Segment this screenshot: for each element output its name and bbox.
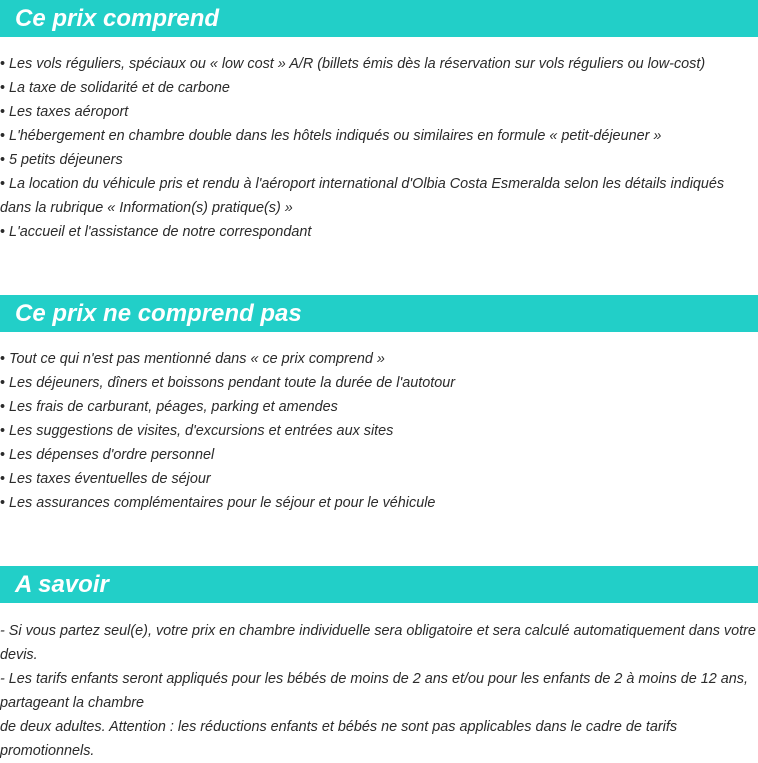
list-item (0, 371, 758, 395)
list-item-text: 5 petits déjeuners (9, 152, 123, 168)
list-item (0, 467, 758, 491)
bullet: • (0, 56, 6, 72)
bullet: • (0, 447, 6, 463)
section-title: A savoir (15, 571, 109, 598)
section-header-price-excludes (0, 295, 758, 332)
list-item (0, 443, 758, 467)
list-item (0, 347, 758, 371)
bullet: • (0, 176, 6, 192)
section-header-price-includes (0, 0, 758, 37)
list-item (0, 52, 758, 76)
bullet: • (0, 495, 6, 511)
list-item (0, 148, 758, 172)
bullet: • (0, 80, 6, 96)
list-item-text: Les suggestions de visites, d'excursions et entrées aux sites (9, 423, 394, 439)
list-item-text: Les frais de carburant, péages, parking et amendes (9, 399, 338, 415)
section-title: Ce prix ne comprend pas (15, 300, 302, 327)
bullet: • (0, 104, 6, 120)
list-item-text: La location du véhicule pris et rendu à l'aéroport international d'Olbia Costa Esmeralda selon les détails indiqués dans la rubrique « Information(s) pratique(s) » (0, 176, 725, 216)
list-item-text: L'accueil et l'assistance de notre correspondant (9, 224, 312, 240)
list-item-text: Les assurances complémentaires pour le séjour et pour le véhicule (9, 495, 436, 511)
list-item-text: Les dépenses d'ordre personnel (9, 447, 215, 463)
list-item-text: L'hébergement en chambre double dans les hôtels indiqués ou similaires en formule « petit-déjeuner » (9, 128, 662, 144)
bullet: • (0, 423, 6, 439)
list-item-text: Les vols réguliers, spéciaux ou « low cost » A/R (billets émis dès la réservation sur vols réguliers ou low-cost) (9, 56, 706, 72)
list-item (0, 172, 758, 220)
price-includes-list (0, 52, 758, 244)
bullet: • (0, 375, 6, 391)
list-item (0, 100, 758, 124)
list-item (0, 619, 758, 667)
list-item (0, 76, 758, 100)
list-item (0, 715, 758, 763)
list-item (0, 419, 758, 443)
list-item-text: Les taxes aéroport (9, 104, 129, 120)
bullet: • (0, 351, 6, 367)
list-item-text: Tout ce qui n'est pas mentionné dans « ce prix comprend » (9, 351, 385, 367)
list-item (0, 220, 758, 244)
bullet: • (0, 152, 6, 168)
list-item-text: de deux adultes. Attention : les réductions enfants et bébés ne sont pas applicables dans le cadre de tarifs promotionnels. (0, 719, 678, 759)
list-item-text: - Si vous partez seul(e), votre prix en chambre individuelle sera obligatoire et sera calculé automatiquement dans votre devis. (0, 623, 756, 663)
section-title: Ce prix comprend (15, 5, 220, 32)
price-excludes-list (0, 347, 758, 515)
list-item-text: Les taxes éventuelles de séjour (9, 471, 211, 487)
list-item-text: - Les tarifs enfants seront appliqués pour les bébés de moins de 2 ans et/ou pour les enfants de 2 à moins de 12 ans, partageant la chambre (0, 671, 748, 711)
section-header-good-to-know (0, 566, 758, 603)
good-to-know-list (0, 619, 758, 763)
list-item (0, 491, 758, 515)
bullet: • (0, 471, 6, 487)
bullet: • (0, 224, 6, 240)
list-item (0, 124, 758, 148)
list-item (0, 395, 758, 419)
list-item-text: Les déjeuners, dîners et boissons pendant toute la durée de l'autotour (9, 375, 456, 391)
list-item-text: La taxe de solidarité et de carbone (9, 80, 230, 96)
list-item (0, 667, 758, 715)
bullet: • (0, 128, 6, 144)
bullet: • (0, 399, 6, 415)
